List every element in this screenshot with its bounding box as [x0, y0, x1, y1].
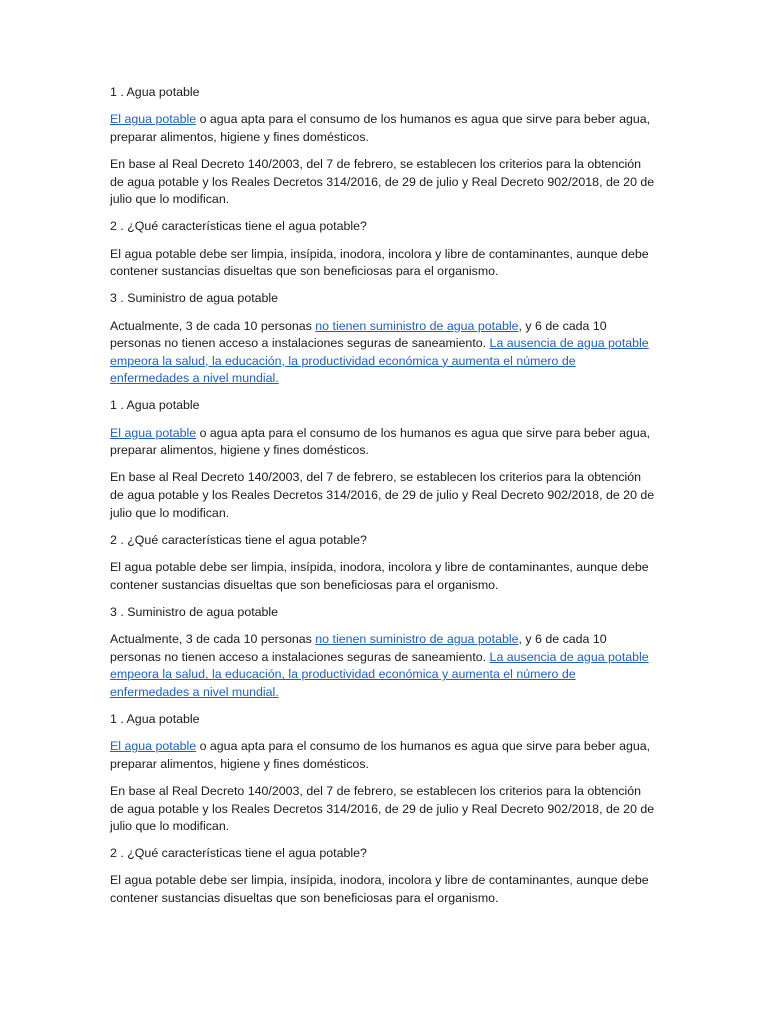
link-ausencia-agua-potable[interactable]: La ausencia de agua potable empeora la salud, la educación, la productividad económica y aumenta el número de enfermedades a nivel mundial.	[110, 649, 649, 699]
heading-caracteristicas: 2 . ¿Qué características tiene el agua potable?	[110, 532, 367, 547]
paragraph-real-decreto: En base al Real Decreto 140/2003, del 7 de febrero, se establecen los criterios para la obtención de agua potable y los Reales Decretos 314/2016, de 29 de julio y Real Decreto 902/2018, de 20 de julio que lo modifican.	[110, 783, 655, 834]
link-el-agua-potable[interactable]: El agua potable	[110, 739, 197, 754]
link-el-agua-potable[interactable]: El agua potable	[110, 112, 197, 127]
section-3	[110, 711, 655, 908]
heading-caracteristicas: 2 . ¿Qué características tiene el agua potable?	[110, 219, 367, 234]
paragraph-definition-text: o agua apta para el consumo de los humanos es agua que sirve para beber agua, preparar alimentos, higiene y fines domésticos.	[110, 739, 651, 771]
heading-agua-potable: 1 . Agua potable	[110, 85, 200, 99]
heading-suministro: 3 . Suministro de agua potable	[110, 604, 279, 619]
paragraph-caracteristicas: El agua potable debe ser limpia, insípida, inodora, incolora y libre de contaminantes, aunque debe contener sustancias disueltas que son beneficiosas para el organismo.	[110, 246, 649, 279]
paragraph-real-decreto: En base al Real Decreto 140/2003, del 7 de febrero, se establecen los criterios para la obtención de agua potable y los Reales Decretos 314/2016, de 29 de julio y Real Decreto 902/2018, de 20 de julio que lo modifican.	[110, 470, 655, 520]
link-no-tienen-suministro[interactable]: no tienen suministro de agua potable	[315, 631, 519, 646]
heading-suministro: 3 . Suministro de agua potable	[110, 291, 279, 306]
paragraph-definition	[110, 111, 655, 146]
document-page	[110, 84, 655, 917]
paragraph-caracteristicas: El agua potable debe ser limpia, insípida, inodora, incolora y libre de contaminantes, aunque debe contener sustancias disueltas que son beneficiosas para el organismo.	[110, 873, 649, 906]
heading-caracteristicas: 2 . ¿Qué características tiene el agua potable?	[110, 846, 367, 861]
section-1	[110, 84, 655, 388]
paragraph-suministro-text-b: , y 6 de cada 10 personas no tienen acceso a instalaciones seguras de saneamiento.	[110, 631, 607, 664]
paragraph-definition-text: o agua apta para el consumo de los humanos es agua que sirve para beber agua, preparar alimentos, higiene y fines domésticos.	[110, 425, 651, 458]
link-no-tienen-suministro[interactable]: no tienen suministro de agua potable	[315, 318, 519, 333]
paragraph-suministro-text-b: , y 6 de cada 10 personas no tienen acceso a instalaciones seguras de saneamiento.	[110, 318, 607, 351]
paragraph-suministro-text-a: Actualmente, 3 de cada 10 personas	[110, 631, 316, 646]
heading-agua-potable: 1 . Agua potable	[110, 711, 200, 726]
paragraph-suministro	[110, 318, 655, 388]
paragraph-definition-text: o agua apta para el consumo de los humanos es agua que sirve para beber agua, preparar alimentos, higiene y fines domésticos.	[110, 112, 651, 144]
link-el-agua-potable[interactable]: El agua potable	[110, 425, 197, 440]
section-2	[110, 397, 655, 701]
heading-agua-potable: 1 . Agua potable	[110, 398, 200, 413]
paragraph-definition	[110, 738, 655, 773]
paragraph-definition	[110, 425, 655, 460]
paragraph-suministro-text-a: Actualmente, 3 de cada 10 personas	[110, 318, 316, 333]
paragraph-caracteristicas: El agua potable debe ser limpia, insípida, inodora, incolora y libre de contaminantes, aunque debe contener sustancias disueltas que son beneficiosas para el organismo.	[110, 560, 649, 592]
paragraph-real-decreto: En base al Real Decreto 140/2003, del 7 de febrero, se establecen los criterios para la obtención de agua potable y los Reales Decretos 314/2016, de 29 de julio y Real Decreto 902/2018, de 20 de julio que lo modifican.	[110, 156, 655, 207]
link-ausencia-agua-potable[interactable]: La ausencia de agua potable empeora la salud, la educación, la productividad económica y aumenta el número de enfermedades a nivel mundial.	[110, 336, 649, 386]
paragraph-suministro	[110, 631, 655, 701]
